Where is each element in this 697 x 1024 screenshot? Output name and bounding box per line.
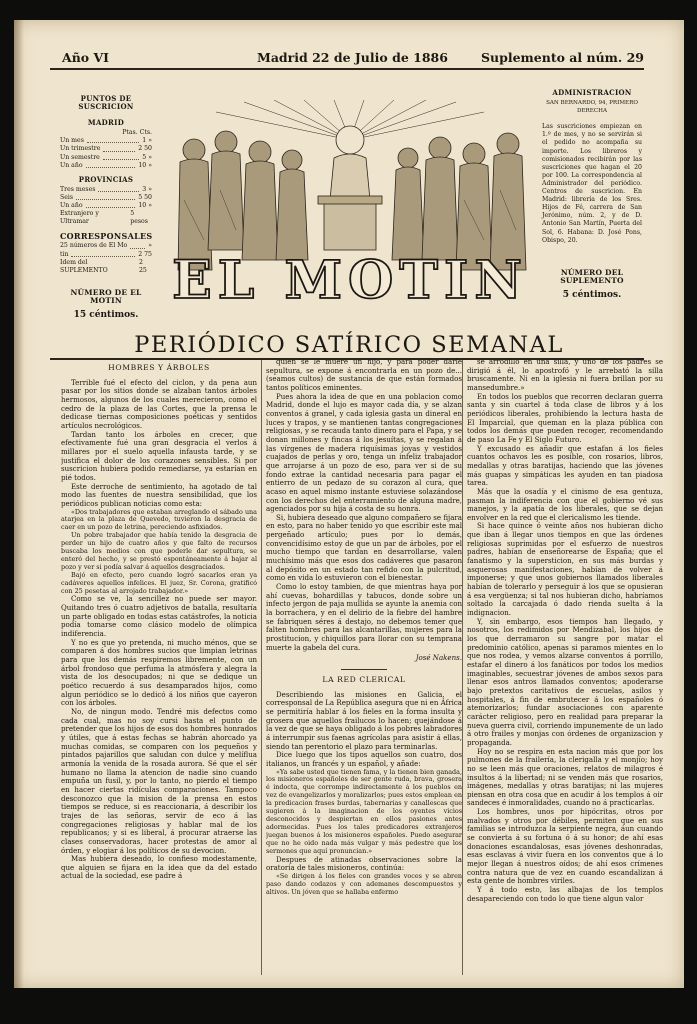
header-rule xyxy=(50,68,644,70)
rate-row xyxy=(60,251,152,259)
rate-label: Un año xyxy=(60,202,83,210)
dot-leader xyxy=(86,162,136,168)
rate-value: » xyxy=(148,242,152,250)
administration-text: Las suscriciones empiezan en 1.º de mes, y no se servirán si el pedido no acompaña su importe. Los libreros y comisionados recibirán por las suscriciones que hagan el 20 por 100. La correspondencia al Administrador del periódico. Centros de suscricion. En Madrid: librería de los Sres. Hijos de Fé, carrera de San Jerónimo, núm. 2, y de D. Antonio San Martín, Puerta del Sol, 6. Habana: D. José Pons, Obispo, 20. xyxy=(542,123,642,244)
column-divider-2 xyxy=(462,360,463,975)
rate-label: Un año xyxy=(60,161,83,169)
rate-label: Tres meses xyxy=(60,185,96,193)
header-line xyxy=(62,50,644,64)
administration-address: SAN BERNARDO, 94, PRIMERO DERECHA xyxy=(546,100,638,115)
pesos-label: Ptas. Cts. xyxy=(122,129,152,137)
subscription-title: PUNTOS DE SUSCRICION xyxy=(78,94,134,112)
article-paragraph: Y, sin embargo, esos tiempos han llegado, y nosotros, los redimidos por Mendizabal, los hijos de los que derramaron su sangre por matar el predominio católico, apenas si paramos mientes en lo que nos rodea, y vemos alzarse conventos á porrillo, estafar el dinero á los fanáticos por todos los medios imaginables, secuestrar jóvenes de ambos sexos para llenar esos antros llamados conventos; apoderarse bajo pretextos caritativos de escuelas, asilos y hospitales, á fin de embrutecer á los españoles ó atemorizarlos; fundar asociaciones con aparente carácter religioso, pero en realidad para preparar la nueva guerra civil, corriendo impunemente de un lado á otro frailes y monjas con órdenes de organizacion y propaganda. xyxy=(467,616,663,747)
news-quote: Bajó en efecto, pero cuando logró sacarlos eran ya cadáveres aquellos infelices. El juez, Sr. Corona, gratificó con 25 pesetas al arrojado trabajador.» xyxy=(61,570,257,595)
section-divider xyxy=(341,669,387,670)
administration-title: ADMINISTRACION xyxy=(552,88,632,97)
newspaper-title: PERIÓDICO SATÍRICO SEMANAL xyxy=(134,332,564,358)
article-paragraph: Pues ahora la idea de que en una poblacion como Madrid, donde el lujo es mayor cada día, y se alzan conventos á granel, y cada iglesia gasta un dineral en luces y trapos, y se mantienen tantas congregaciones religiosas, y se recauda tanto dinero para el Papa, y se donan millones y fincas á los jesuítas, y se regalan á las vírgenes de madera riquísimas joyas y vestidos cuajados de perlas y oro, tenga un infeliz trabajador que arrojarse á un pozo de eso, para ver si de su fondo extrae la cantidad necesaria para pagar el entierro de un pedazo de su corazon al cura, que acaso en aquel mismo instante estuviese solazándose con los derechos del enterramiento de alguna madre, agenciados por su hija á costa de su honra. xyxy=(266,391,462,514)
corresponsales-label: CORRESPONSALES xyxy=(60,231,153,242)
article-signature: José Nakens. xyxy=(415,653,462,663)
rate-row xyxy=(60,145,152,153)
article-paragraph: Los hombres, unos por hipócritas, otros por malvados y otros por débiles, permiten que en sus familias se introduzca la serpiente negra, áun cuando se convierta á su fortuna ó á su honor; de ahí esas donaciones escandalosas, esas jóvenes deshonradas, esas esclavas á vivir fuera en los conventos que á lo mejor llegan á nuestros oídos; de ahí esos crímenes contra natura que de vez en cuando escandalizan á esta gente de hombres viriles. xyxy=(467,807,663,886)
article-paragraph: Y excusado es añadir que estafan á los fieles cuantos ochavos les es posible, con rosarios, libros, medallas y otras baratijas, haciendo que las jóvenes más guapas y simpáticas les ayuden en tan piadosa tarea. xyxy=(467,443,663,488)
article-paragraph: En todos los pueblos que recorren declaran guerra santa y sin cuartel á toda clase de libros y á los periódicos liberales, prohibiendo la lectura hasta de El Imparcial, que queman en la plaza pública con todos los demás que pueden recoger, recomendando de paso La Fe y El Siglo Futuro. xyxy=(467,391,663,444)
news-quote: «Dos trabajadores que estaban arreglando el sábado una atarjea en la plaza de Quevedo, tuvieron la desgracia de caer en un pozo de letrina, pereciendo asfixiados. xyxy=(61,507,257,532)
rate-label: Un trimestre xyxy=(60,145,101,153)
column-divider-1 xyxy=(261,360,262,975)
supplement-number: Suplemento al núm. 29 xyxy=(481,50,644,65)
article-column-3 xyxy=(467,358,663,976)
rate-row xyxy=(60,259,152,275)
dot-leader xyxy=(71,251,135,257)
rate-label: Seis xyxy=(60,193,74,201)
number-price: 15 céntimos. xyxy=(73,309,139,320)
rate-value: 2 25 xyxy=(138,258,147,274)
rate-row xyxy=(60,186,152,194)
article-paragraph: Terrible fué el efecto del ciclon, y da pena aun pasar por los sitios donde se alzaban tantos árboles hermosos, algunos de los cuales merecieron, como el cedro de la plaza de las Cortes, que la prensa le dedicase tiernas composiciones poéticas y sentidos artículos necrológicos. xyxy=(61,377,257,430)
rate-row xyxy=(60,242,152,250)
page-binding-shadow xyxy=(14,20,24,988)
newspaper-page xyxy=(14,20,684,988)
article-paragraph: se arrodilló en una silla, y uno de los padres se dirigió á él, lo apostrofó y le arrebató la silla bruscamente. Ni en la iglesia ni fuera brillan por su mansedumbre.» xyxy=(467,358,663,392)
article-column-2 xyxy=(266,358,462,976)
article-paragraph: Mas hubiera deseado, lo confieso modestamente, que alguien se fijara en la idea que da del estado actual de la sociedad, ese padre á xyxy=(61,854,257,881)
rate-row xyxy=(60,137,152,145)
rate-label: tin xyxy=(60,250,69,258)
rate-value: 10 » xyxy=(138,161,152,169)
news-quote: «Ya sabe usted que tienen fama, y la tienen bien ganada, los misioneros españoles de ser gente ruda, brava, grosera é indocta, que corrompe indirectamente á los pueblos en vez de evangelizarlos y moralizarlos; pues estos emplean en la predicacion frases burdas, tabernarias y canallescas que sugieren á la imaginacion de los oyentes vicios desconocidos y despiertan en ellos pasiones antes adormecidas. Pues los tales predicadores extranjeros juegan buenos á los misioneros españoles. Puedo asegurar que no he oido nada más vulgar y más pedestre que los sermones que aquí pronuncian.» xyxy=(266,767,462,855)
rate-value: 5 » xyxy=(142,153,152,161)
rate-value: 1 » xyxy=(142,137,152,145)
news-quote: «Se dirigen á los fieles con grandes voces y se abren paso dando codazos y con ademanes descompuestos y altivos. Un jóven que se hallaba enfermo xyxy=(266,871,462,896)
rate-row xyxy=(60,202,152,210)
article-paragraph: Este derroche de sentimiento, ha agotado de tal modo las fuentes de nuestra sensibilidad, que los periódicos publican noticias como esta: xyxy=(61,481,257,508)
issue-year: Año VI xyxy=(62,50,110,65)
rate-value: 2 75 xyxy=(138,250,152,258)
article-paragraph: Tardan tanto los árboles en crecer, que efectivamente fué una gran desgracia el verlos á millares por el suelo aquella infausta tarde, y se justifica el dolor de los corazones sensibles. Si por suscricion hubiera podido remediarse, ya estarían en pié todos. xyxy=(61,429,257,482)
subscription-box xyxy=(60,92,152,319)
rate-label: 25 números de El Mo xyxy=(60,242,128,250)
article-paragraph: Si, hubiera deseado que alguno compañero se fijara en esto, para no haber tenido yo que escribir este mal pergeñado artículo; pues por lo demás, convencidísimo estoy de que un par de árboles, por el mucho tiempo que tardan en desarrollarse, valen muchísimo más que esos dos cadáveres que pasaron al depósito en un estado tan refido con la pulcritud, como en vida lo estuvieron con el bienestar. xyxy=(266,512,462,583)
supplement-price: 5 céntimos. xyxy=(562,289,622,300)
article-paragraph: Y á todo esto, las albajas de los templos desapareciendo con todo lo que tiene algun valor xyxy=(467,885,663,903)
number-label: NÚMERO DE EL MOTIN xyxy=(70,287,142,305)
administration-box xyxy=(542,86,642,299)
dot-leader xyxy=(76,194,135,200)
news-quote: Un pobre trabajador que había tenido la desgracia de perder un hijo de cuatro años y que falto de recursos buscaba los medios con que poderle dar sepultura, se enteró del hecho, y se prestó espontáneamente á bajar al pozo y ver si podía salvar á aquellos desgraciados. xyxy=(61,531,257,571)
article-paragraph: quien se le muere un hijo, y para poder darle sepultura, se expone á encontrarla en un pozo de... (seamos cultos) de sustancia de que están formados tantos políticos eminentes. xyxy=(266,358,462,392)
article-paragraph: Hoy no se respira en esta nacion más que por los pulmones de la frailería, la clerigalla y el monjío; hoy no se leen más que oraciones, relatos de milagros é insultos á la libertad; ni se venden más que rosarios, imágenes, medallas y otras baratijas; ni las mujeres piensan en otra cosa que en acudir á los templos á oir sandeces é inmoralidades, cuando no á practicarlas. xyxy=(467,746,663,808)
dot-leader xyxy=(103,154,139,160)
article-paragraph: Más que la osadía y el cinismo de esa gentuza, pasman la indiferencia con que el gobierno vé sus manejos, y la apatía de los liberales, que se dejan envolver en la red que el clericalismo les tiende. xyxy=(467,486,663,522)
article-paragraph: Y no es que yo pretenda, ni mucho ménos, que se comparen á dos hombres sucios que limpian letrinas para que los demás respiremos libremente, con un árbol frondoso que perfuma la atmósfera y alegra la vista de los desocupados; ni que se dedique un poético recuerdo á sus desamparados hijos, como algun periódico se lo dedicó á los niños que cayeron con los árboles. xyxy=(61,637,257,708)
masthead-title: EL MOTIN xyxy=(172,250,528,310)
provincias-label: PROVINCIAS xyxy=(78,174,134,184)
dot-leader xyxy=(87,137,139,143)
article-heading-hombres: HOMBRES Y ÁRBOLES xyxy=(108,363,210,372)
article-paragraph: Como lo estoy tambien, de que mientras haya por ahí cuevas, bohardillas y tabucos, donde sobre un infecto jergon de paja mullida se ayunte la anemia con la borrachera, y en el delirio de la fiebre del hambre se fabriquen séres á destajo, no debemos temer que falten hombres para las alcantarillas, mujeres para la prostitucion, y chiquillos para llorar con su temprana muerte la gabela del cura. xyxy=(266,582,462,652)
masthead-illustration xyxy=(164,100,536,310)
dot-leader xyxy=(86,202,136,208)
dot-leader xyxy=(130,242,145,248)
dot-leader xyxy=(98,186,139,192)
rate-label: Extranjero y Ultramar xyxy=(60,210,99,226)
rate-value: 2 50 xyxy=(138,145,152,153)
rate-row xyxy=(60,162,152,170)
rate-label: Un semestre xyxy=(60,153,100,161)
rate-value: 10 » xyxy=(138,202,152,210)
article-paragraph: Describiendo las misiones en Galicia, el corresponsal de La República asegura que ni en África se permitiría hablar á los fieles en la forma insulta y grosera que aquellos frailucos lo hacen; quejándose á la vez de que se haya obligado á los pobres labradores á interrumpir sus faenas agrícolas para asistir á ellas, siendo tan perentorio el plazo para terminarlas. xyxy=(266,689,462,751)
article-paragraph: No, de ningun modo. Tendré mis defectos como cada cual, mas no soy cursi hasta el punto de pretender que los hijos de esos dos hombres honrados y útiles, que á estas fechas se habrán ahorcado ya muchas comidas, se comparen con los pequeños y pintados pajarillos que saludan con dulce y melíflua armonía la venida de la rosada aurora. Sé que el sér humano no llama la atencion de nadie sino cuando empuña un fusil, y, por lo tanto, no pierdo el tiempo en hacer ciertas ridículas comparaciones. Tampoco desconozco que la mision de la prensa en estos tiempos se reduce, si es reaccionaria, á describir los trajes de las señoras, servir de eco á las congregaciones religiosas y hablar mal de los republicanos; y si es liberal, á procurar atraerse las clases conservadoras, hacer protestas de amor al órden, y elogiar á los políticos de su devocion. xyxy=(61,707,257,855)
rate-label: Idem del SUPLEMENTO xyxy=(60,258,108,274)
article-paragraph: Como se ve, la sencillez no puede ser mayor. Quitando tres ó cuatro adjetivos de batalla, resultaría un parte obligado en todas estas catástrofes, la noticia podía tomarse como clásico modelo de olímpica indiferencia. xyxy=(61,594,257,639)
rate-value: 5 50 xyxy=(138,193,152,201)
article-column-1 xyxy=(61,358,257,976)
rate-label: Un mes xyxy=(60,137,84,145)
madrid-label: MADRID xyxy=(87,118,125,128)
dot-leader xyxy=(103,145,135,151)
supplement-number-label: NÚMERO DEL SUPLEMENTO xyxy=(560,267,624,285)
masthead-drawing xyxy=(164,100,536,310)
rate-value: 3 » xyxy=(142,185,152,193)
rate-row xyxy=(60,194,152,202)
article-paragraph: Despues de atinadas observaciones sobre la oratoria de tales misioneros, continúa: xyxy=(266,854,462,873)
article-paragraph: Si hace quince ó veinte años nos hubieran dicho que iban á llegar unos tiempos en que las órdenes religiosas suprimidas por el esfuerzo de nuestros padres, habían de enseñorearse de España; que el fanatismo y la supersticion, en sus más burdas y asquerosas manifestaciones, habían de volver á imponerse; y que unos gobiernos llamados liberales habían de tolerarlo y perseguir á los que se opusieran á esa vergüenza; si tal nos hubieran dicho, habríamos soltado la carcajada ó dado rienda suelta á la indignacion. xyxy=(467,521,663,618)
article-paragraph: Dice luego que los tipos aquellos son cuatro, dos italianos, un francés y un español, y añade: xyxy=(266,750,462,768)
rate-row xyxy=(60,154,152,162)
rate-row xyxy=(60,210,152,226)
rate-value: 5 pesos xyxy=(130,210,148,226)
issue-date: Madrid 22 de Julio de 1886 xyxy=(257,50,448,65)
article-heading-red-clerical: LA RED CLERICAL xyxy=(322,674,406,684)
